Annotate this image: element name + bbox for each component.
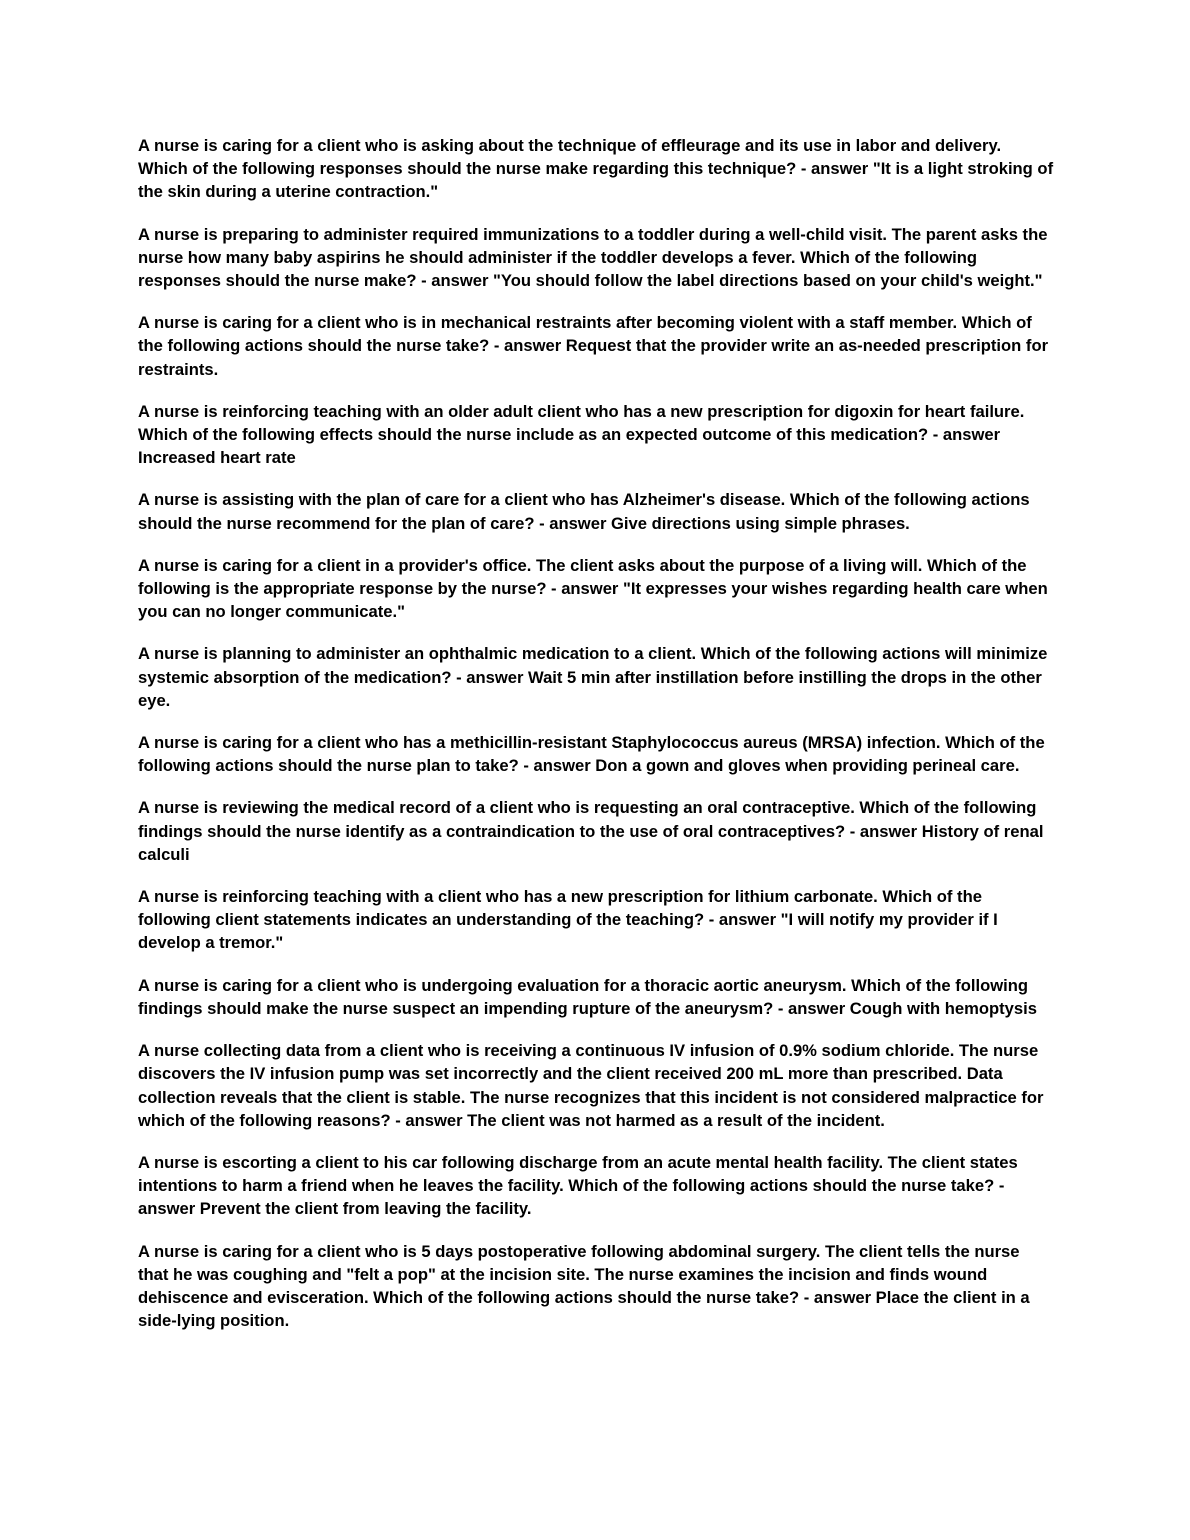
qa-item: A nurse is caring for a client who is in mechanical restraints after becoming violent with a staff member. Which of the following actions should the nurse take? - answer Request that the provider write an as-needed prescription for restraints. xyxy=(138,313,1049,379)
qa-item: A nurse is reviewing the medical record of a client who is requesting an oral contraceptive. Which of the following findings should the nurse identify as a contraindication to the use of oral contraceptives? - answer History of renal calculi xyxy=(138,798,1044,864)
qa-item: A nurse is reinforcing teaching with an older adult client who has a new prescription for digoxin for heart failure. Which of the following effects should the nurse include as an expected outcome of this medication? - answer Increased heart rate xyxy=(138,401,1025,468)
qa-item: A nurse is caring for a client who is 5 days postoperative following abdominal surgery. The client tells the nurse that he was coughing and "felt a pop" at the incision site. The nurse examines the incision and finds wound dehiscence and evisceration. Which of the following actions should the nurse take? - answer Place the client in a side-lying position. xyxy=(138,1241,1030,1331)
qa-item: A nurse is caring for a client in a provider's office. The client asks about the purpose of a living will. Which of the following is the appropriate response by the nurse? - answer "It expresses your wishes regarding health care when you can no longer communicate." xyxy=(138,555,1048,622)
qa-item: A nurse is assisting with the plan of care for a client who has Alzheimer's disease. Which of the following actions should the nurse recommend for the plan of care? - answer Give directions using simple phrases. xyxy=(138,490,1030,533)
qa-item: A nurse is preparing to administer required immunizations to a toddler during a well-child visit. The parent asks the nurse how many baby aspirins he should administer if the toddler develops a fever. Which of the following responses should the nurse make? - answer "You should follow the label directions based on your child's weight." xyxy=(138,224,1048,291)
qa-item: A nurse is caring for a client who is undergoing evaluation for a thoracic aortic aneurysm. Which of the following findings should make the nurse suspect an impending rupture of the aneurysm? - answer Cough with hemoptysis xyxy=(138,975,1037,1018)
qa-item: A nurse is reinforcing teaching with a client who has a new prescription for lithium carbonate. Which of the following client statements indicates an understanding of the teaching? - answer "I will notify my provider if I develop a tremor." xyxy=(138,887,998,953)
qa-item: A nurse is caring for a client who has a methicillin-resistant Staphylococcus aureus (MRSA) infection. Which of the following actions should the nurse plan to take? - answer Don a gown and gloves when providing perineal care. xyxy=(138,733,1045,776)
qa-item: A nurse is escorting a client to his car following discharge from an acute mental health facility. The client states intentions to harm a friend when he leaves the facility. Which of the following actions should the nurse take? - answer Prevent the client from leaving the facility. xyxy=(138,1152,1018,1219)
qa-item: A nurse collecting data from a client who is receiving a continuous IV infusion of 0.9% sodium chloride. The nurse discovers the IV infusion pump was set incorrectly and the client received 200 mL more than prescribed. Data collection reveals that the client is stable. The nurse recognizes that this incident is not considered malpractice for which of the following reasons? - answer The client was not harmed as a result of the incident. xyxy=(138,1041,1044,1130)
qa-item: A nurse is planning to administer an ophthalmic medication to a client. Which of the following actions will minimize systemic absorption of the medication? - answer Wait 5 min after instillation before instilling the drops in the other eye. xyxy=(138,644,1048,710)
qa-list xyxy=(138,134,1054,1351)
qa-item: A nurse is caring for a client who is asking about the technique of effleurage and its use in labor and delivery. Which of the following responses should the nurse make regarding this technique? - answer "It is a light stroking of the skin during a uterine contraction." xyxy=(138,136,1054,202)
